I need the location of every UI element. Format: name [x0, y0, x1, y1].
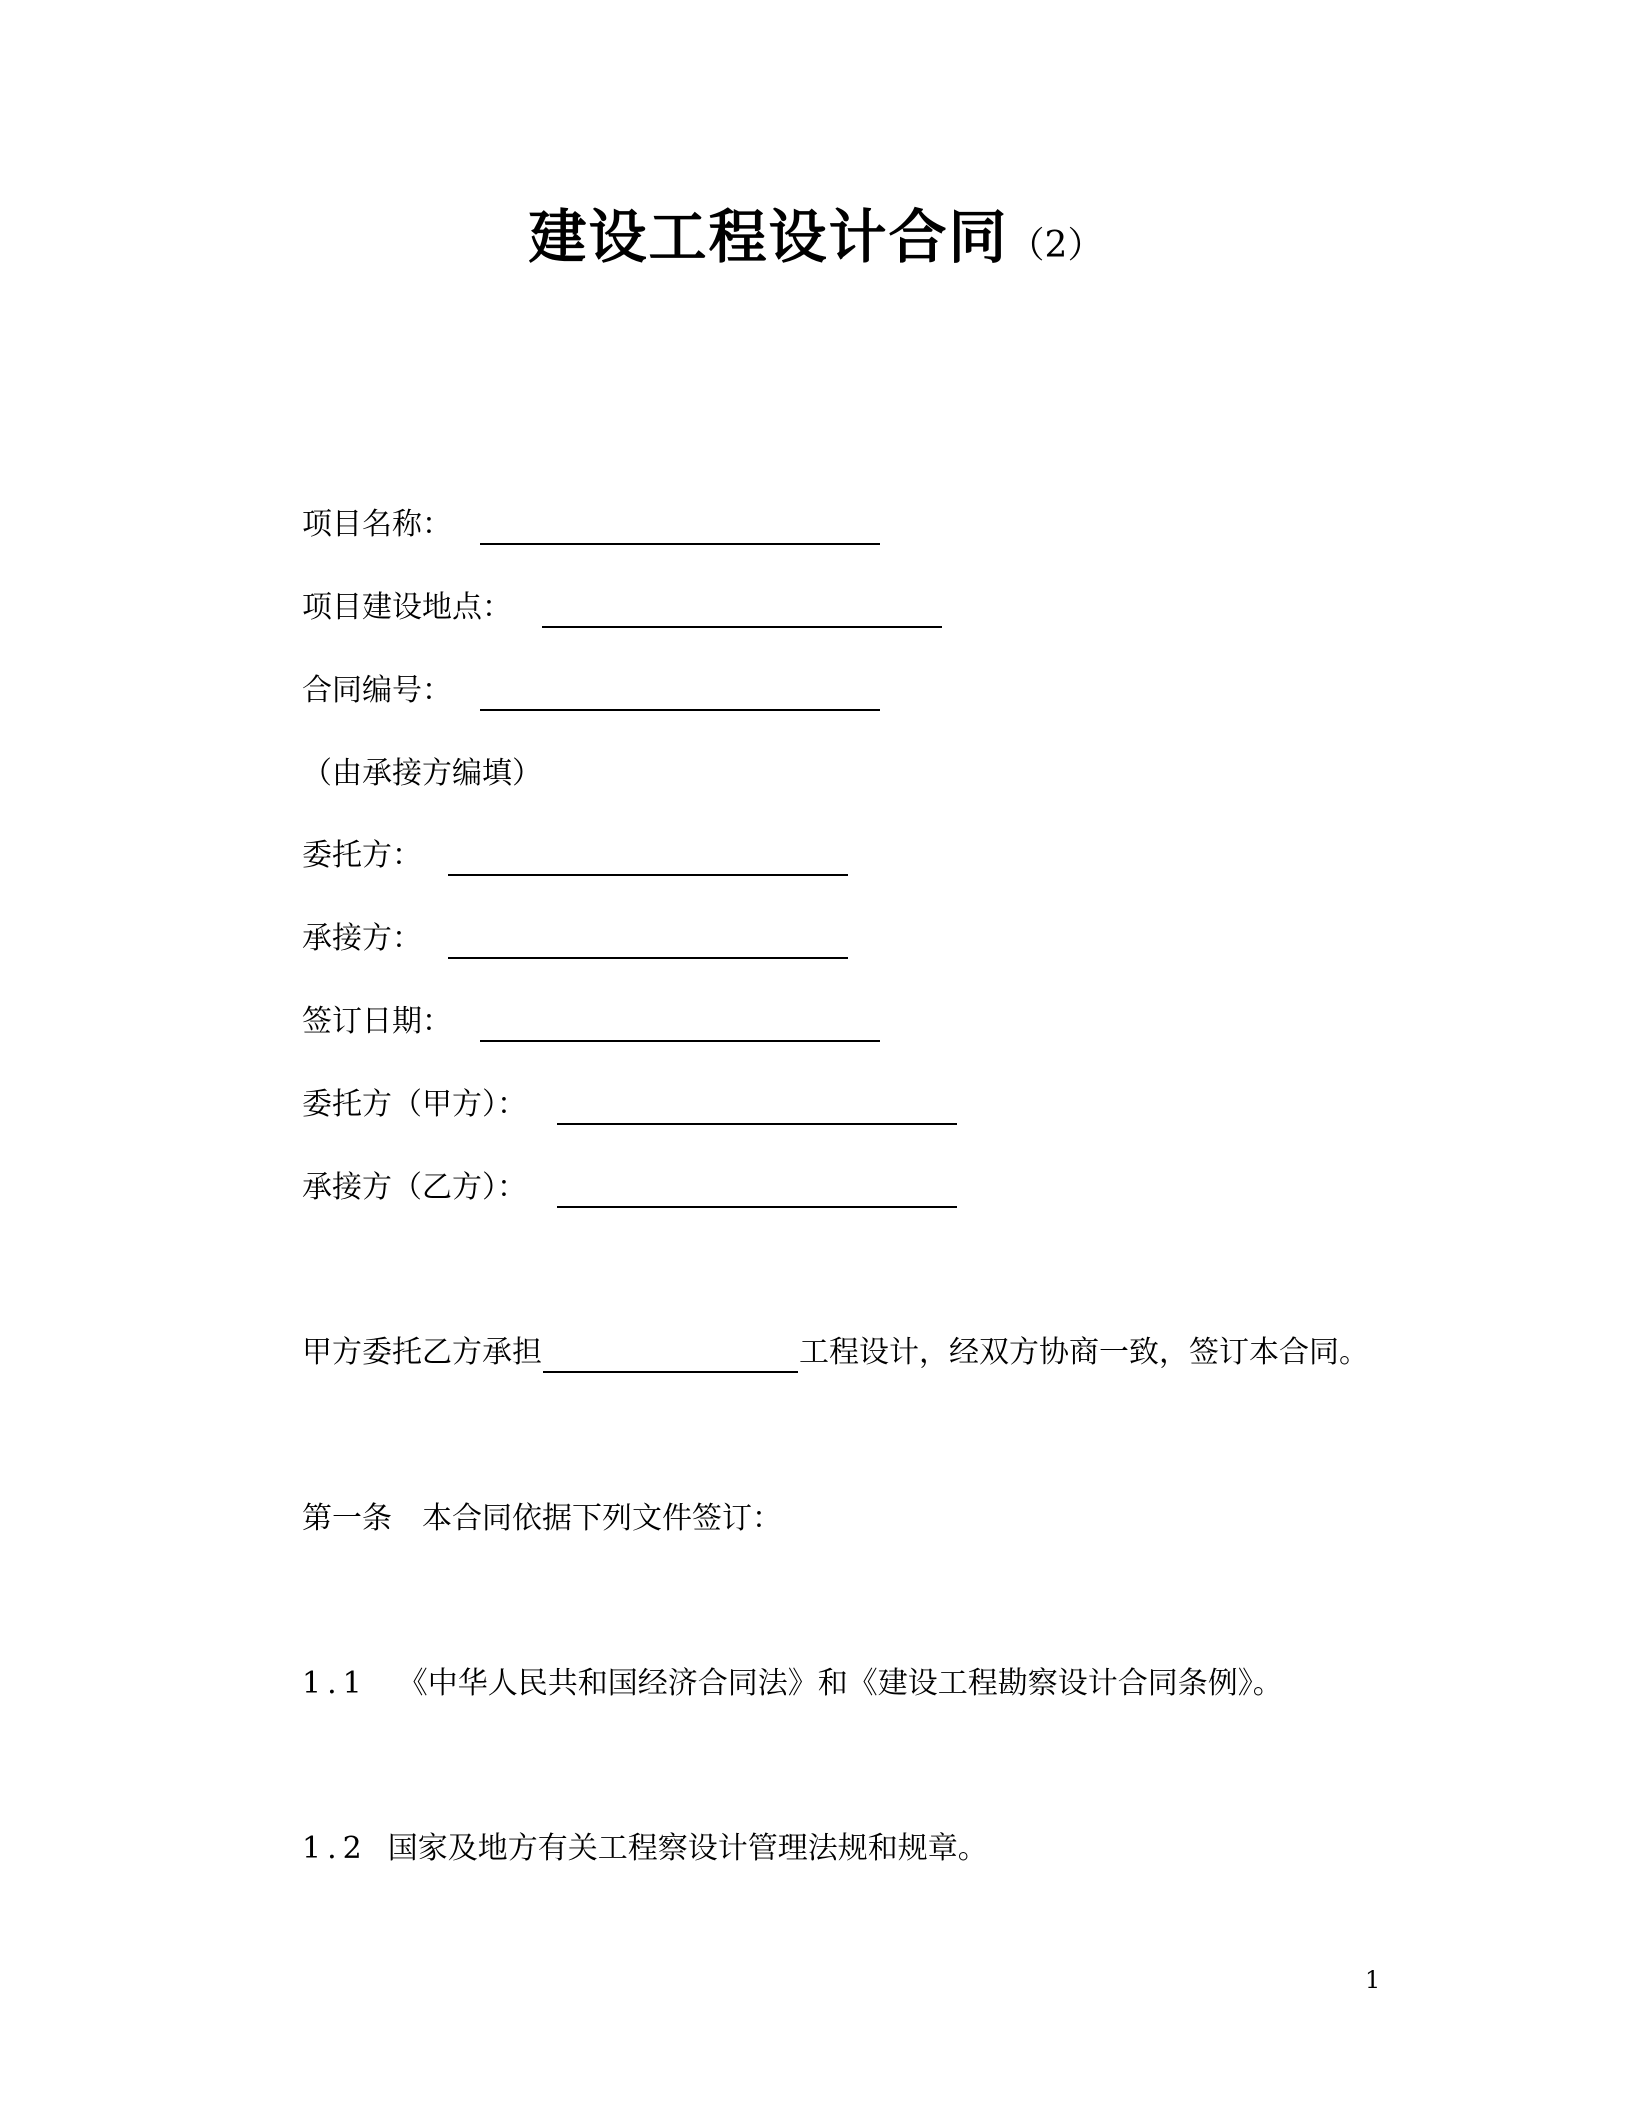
- fill-in-line: [480, 1010, 880, 1042]
- fill-in-line: [448, 844, 848, 876]
- fill-in-line: [543, 1341, 798, 1373]
- fill-in-line: [448, 927, 848, 959]
- document-title: [0, 190, 1632, 274]
- field-contract-number: [302, 671, 880, 711]
- intro-paragraph: [302, 1333, 1369, 1373]
- article-1-text: 第一条 本合同依据下列文件签订：: [302, 1501, 782, 1536]
- title-main-text: 建设工程设计合同: [528, 203, 1009, 271]
- clause-text: 《中华人民共和国经济合同法》和《建设工程勘察设计合同条例》。: [397, 1666, 1283, 1701]
- title-suffix-text: （2）: [1008, 225, 1104, 266]
- field-label: 承接方：: [302, 921, 422, 956]
- article-1-heading: [302, 1499, 782, 1539]
- field-label: 委托方：: [302, 838, 422, 873]
- note-filled-by-contractor: [302, 754, 542, 794]
- clause-text: 国家及地方有关工程察设计管理法规和规章。: [387, 1831, 988, 1866]
- clause-number: 1.1: [302, 1666, 368, 1701]
- intro-text-before: 甲方委托乙方承担: [302, 1335, 542, 1370]
- field-label: 委托方（甲方）：: [302, 1087, 527, 1122]
- field-label: 项目名称：: [302, 507, 452, 542]
- field-label: 项目建设地点：: [302, 590, 512, 625]
- field-party-b: [302, 1168, 957, 1208]
- clause-1-2: [302, 1829, 988, 1869]
- field-project-location: [302, 588, 942, 628]
- field-label: 承接方（乙方）：: [302, 1170, 527, 1205]
- field-project-name: [302, 505, 880, 545]
- fill-in-line: [557, 1093, 957, 1125]
- field-label: 签订日期：: [302, 1004, 452, 1039]
- field-signing-date: [302, 1002, 880, 1042]
- fill-in-line: [542, 596, 942, 628]
- fill-in-line: [480, 679, 880, 711]
- fill-in-line: [557, 1176, 957, 1208]
- clause-1-1: [302, 1664, 1283, 1704]
- note-text: （由承接方编填）: [302, 756, 542, 791]
- clause-number: 1.2: [302, 1831, 368, 1866]
- field-party-a: [302, 1085, 957, 1125]
- fill-in-line: [480, 513, 880, 545]
- field-label: 合同编号：: [302, 673, 452, 708]
- intro-text-after: 工程设计，经双方协商一致，签订本合同。: [799, 1335, 1369, 1370]
- page-number: 1: [1365, 1966, 1381, 1994]
- field-contractor: [302, 919, 848, 959]
- field-client: [302, 836, 848, 876]
